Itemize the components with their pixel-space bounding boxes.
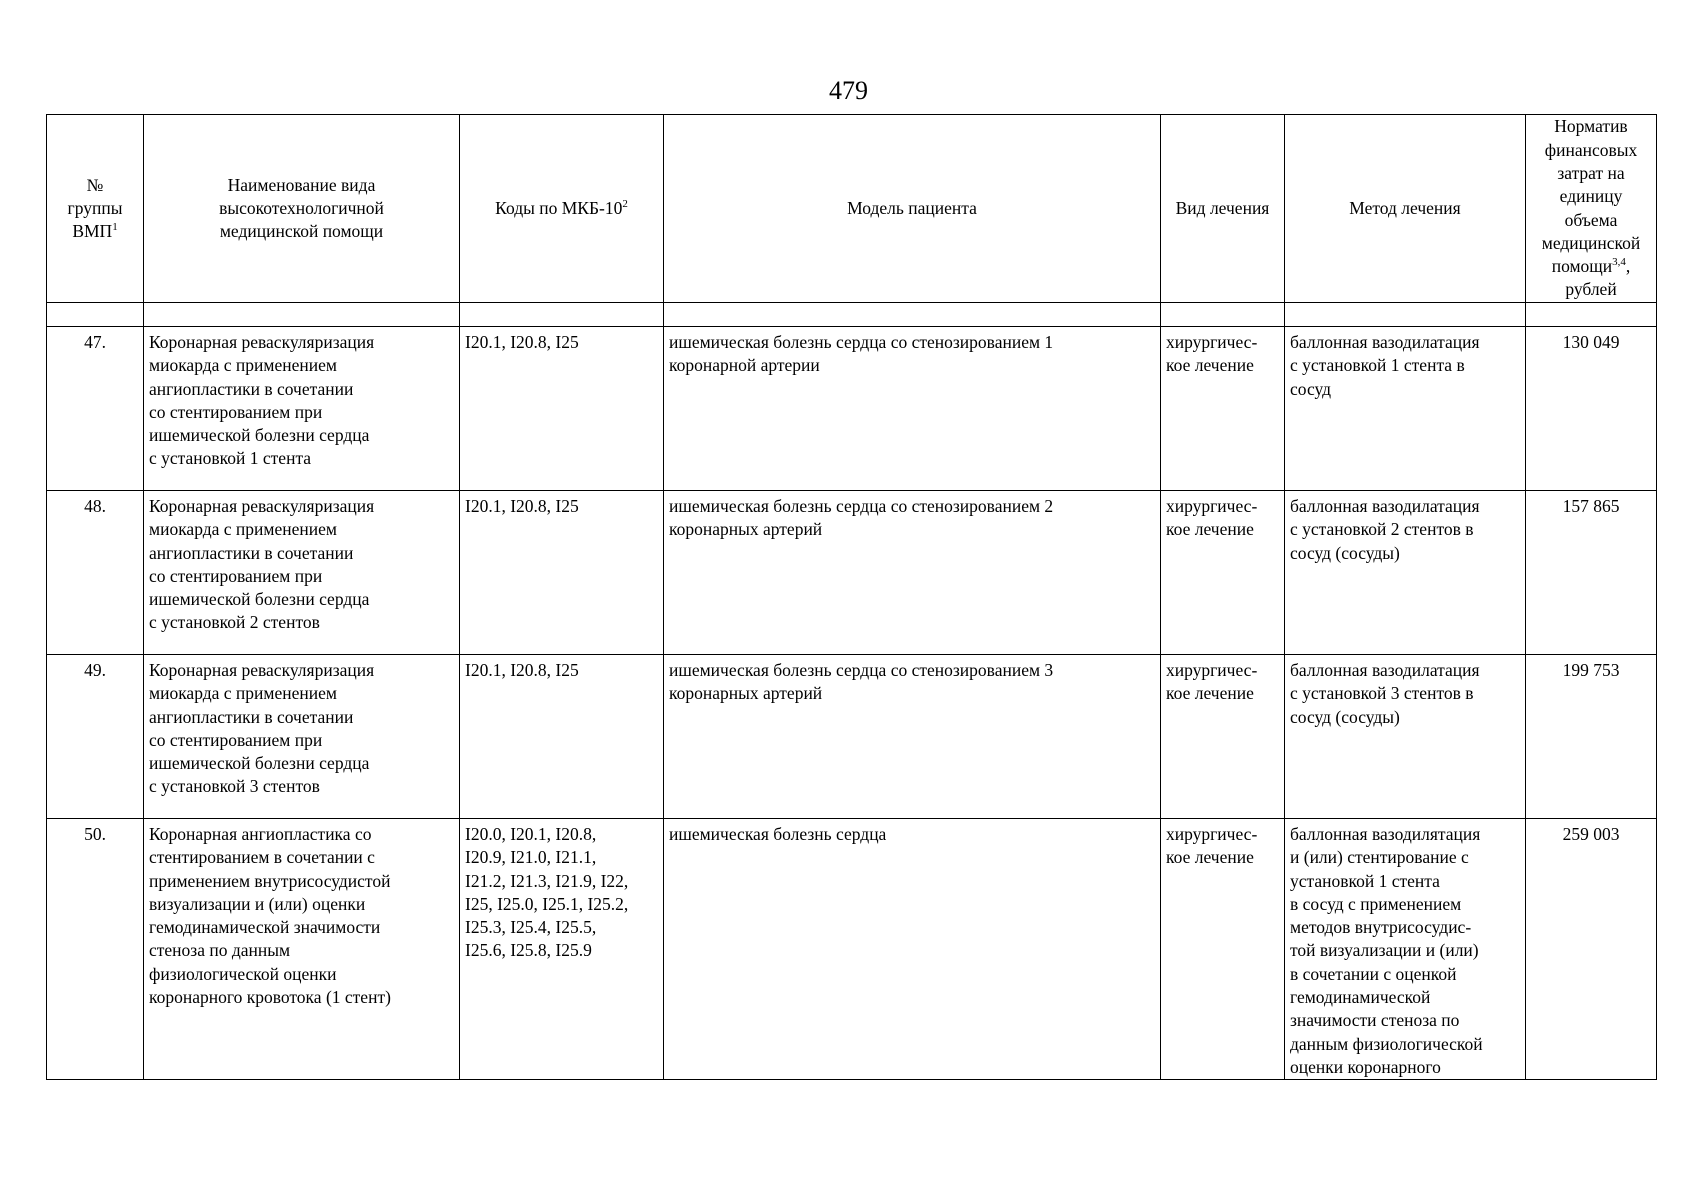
row-price: 259 003	[1526, 819, 1657, 1080]
row-method: баллонная вазодилатация с установкой 3 стентов в сосуд (сосуды)	[1285, 655, 1526, 819]
row-method: баллонная вазодилатация с установкой 1 стента в сосуд	[1285, 327, 1526, 491]
row-price: 157 865	[1526, 491, 1657, 655]
header-treatment-type: Вид лечения	[1161, 115, 1285, 303]
header-name: Наименование вида высокотехнологичной медицинской помощи	[144, 115, 460, 303]
row-codes: I20.1, I20.8, I25	[460, 327, 664, 491]
row-model: ишемическая болезнь сердца со стенозированием 1 коронарной артерии	[664, 327, 1161, 491]
row-codes: I20.1, I20.8, I25	[460, 491, 664, 655]
header-model: Модель пациента	[664, 115, 1161, 303]
row-treatment-type: хирургичес- кое лечение	[1161, 327, 1285, 491]
row-model: ишемическая болезнь сердца	[664, 819, 1161, 1080]
row-treatment-type: хирургичес- кое лечение	[1161, 819, 1285, 1080]
row-num: 47.	[47, 327, 144, 491]
vmp-table	[46, 114, 1657, 1080]
row-name: Коронарная ангиопластика со стентированием в сочетании с применением внутрисосудистой визуализации и (или) оценки гемодинамической значимости стеноза по данным физиологической оценки коронарного кровотока (1 стент)	[144, 819, 460, 1080]
table-row	[47, 491, 1657, 655]
row-name: Коронарная реваскуляризация миокарда с применением ангиопластики в сочетании со стентированием при ишемической болезни сердца с установкой 2 стентов	[144, 491, 460, 655]
row-num: 48.	[47, 491, 144, 655]
header-codes: Коды по МКБ-$10^2$	[460, 115, 664, 303]
table-header-row	[47, 115, 1657, 303]
page-number: 479	[829, 76, 868, 105]
header-group-no: № группы ВМП$^1$	[47, 115, 144, 303]
row-model: ишемическая болезнь сердца со стенозированием 2 коронарных артерий	[664, 491, 1161, 655]
table-row	[47, 655, 1657, 819]
table-row	[47, 819, 1657, 1080]
row-treatment-type: хирургичес- кое лечение	[1161, 655, 1285, 819]
row-name: Коронарная реваскуляризация миокарда с применением ангиопластики в сочетании со стентированием при ишемической болезни сердца с установкой 1 стента	[144, 327, 460, 491]
row-price: 130 049	[1526, 327, 1657, 491]
row-name: Коронарная реваскуляризация миокарда с применением ангиопластики в сочетании со стентированием при ишемической болезни сердца с установкой 3 стентов	[144, 655, 460, 819]
table-spacer-row	[47, 303, 1657, 327]
row-codes: I20.1, I20.8, I25	[460, 655, 664, 819]
row-price: 199 753	[1526, 655, 1657, 819]
row-method: баллонная вазодилатация с установкой 2 стентов в сосуд (сосуды)	[1285, 491, 1526, 655]
row-method: баллонная вазодилятация и (или) стентирование с установкой 1 стента в сосуд с применением методов внутрисосудис- той визуализации и (или) в сочетании с оценкой гемодинамической значимости стеноза по данным физиологической оценки коронарного	[1285, 819, 1526, 1080]
header-method: Метод лечения	[1285, 115, 1526, 303]
row-treatment-type: хирургичес- кое лечение	[1161, 491, 1285, 655]
table-row	[47, 327, 1657, 491]
row-model: ишемическая болезнь сердца со стенозированием 3 коронарных артерий	[664, 655, 1161, 819]
row-num: 49.	[47, 655, 144, 819]
header-norm: Норматив финансовых затрат на единицу объема медицинской помощи$^{3,4}$, рублей	[1526, 115, 1657, 303]
row-codes: I20.0, I20.1, I20.8, I20.9, I21.0, I21.1, I21.2, I21.3, I21.9, I22, I25, I25.0, I25.1, I25.2, I25.3, I25.4, I25.5, I25.6, I25.8, I25.9	[460, 819, 664, 1080]
row-num: 50.	[47, 819, 144, 1080]
